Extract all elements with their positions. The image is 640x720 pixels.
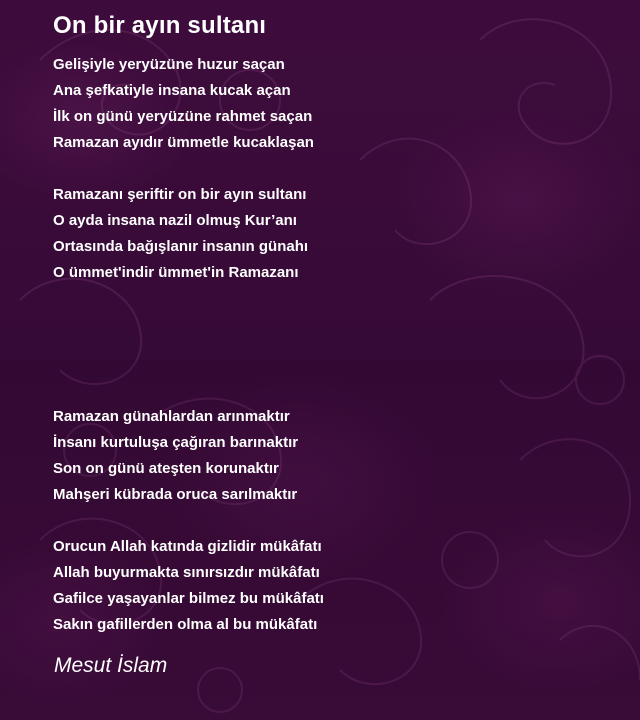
poem-author: Mesut İslam xyxy=(54,654,168,677)
poem-line: Orucun Allah katında gizlidir mükâfatı xyxy=(53,538,322,555)
poem-line: Gelişiyle yeryüzüne huzur saçan xyxy=(53,56,285,73)
poem-line: Allah buyurmakta sınırsızdır mükâfatı xyxy=(53,564,320,581)
poem-line: İlk on günü yeryüzüne rahmet saçan xyxy=(53,108,313,125)
poem-line: Gafilce yaşayanlar bilmez bu mükâfatı xyxy=(53,590,324,607)
stanza-1 xyxy=(53,52,613,156)
poem-line: O ümmet'indir ümmet'in Ramazanı xyxy=(53,264,299,281)
poem-line: Son on günü ateşten korunaktır xyxy=(53,460,279,477)
poem-line: O ayda insana nazil olmuş Kur’anı xyxy=(53,212,297,229)
poem-content xyxy=(53,10,613,680)
poem-line: Ramazan ayıdır ümmetle kucaklaşan xyxy=(53,134,314,151)
stanza-3 xyxy=(53,404,613,508)
poem-line: Sakın gafillerden olma al bu mükâfatı xyxy=(53,616,318,633)
poem-line: Ramazanı şeriftir on bir ayın sultanı xyxy=(53,186,307,203)
poem-line: Ana şefkatiyle insana kucak açan xyxy=(53,82,291,99)
stanza-2 xyxy=(53,182,613,286)
poem-line: Ortasında bağışlanır insanın günahı xyxy=(53,238,309,255)
poem-line: Mahşeri kübrada oruca sarılmaktır xyxy=(53,486,298,503)
stanza-4 xyxy=(53,534,613,638)
poem-line: İnsanı kurtuluşa çağıran barınaktır xyxy=(53,434,299,451)
poem-line: Ramazan günahlardan arınmaktır xyxy=(53,408,290,425)
poem-title: On bir ayın sultanı xyxy=(53,12,267,39)
